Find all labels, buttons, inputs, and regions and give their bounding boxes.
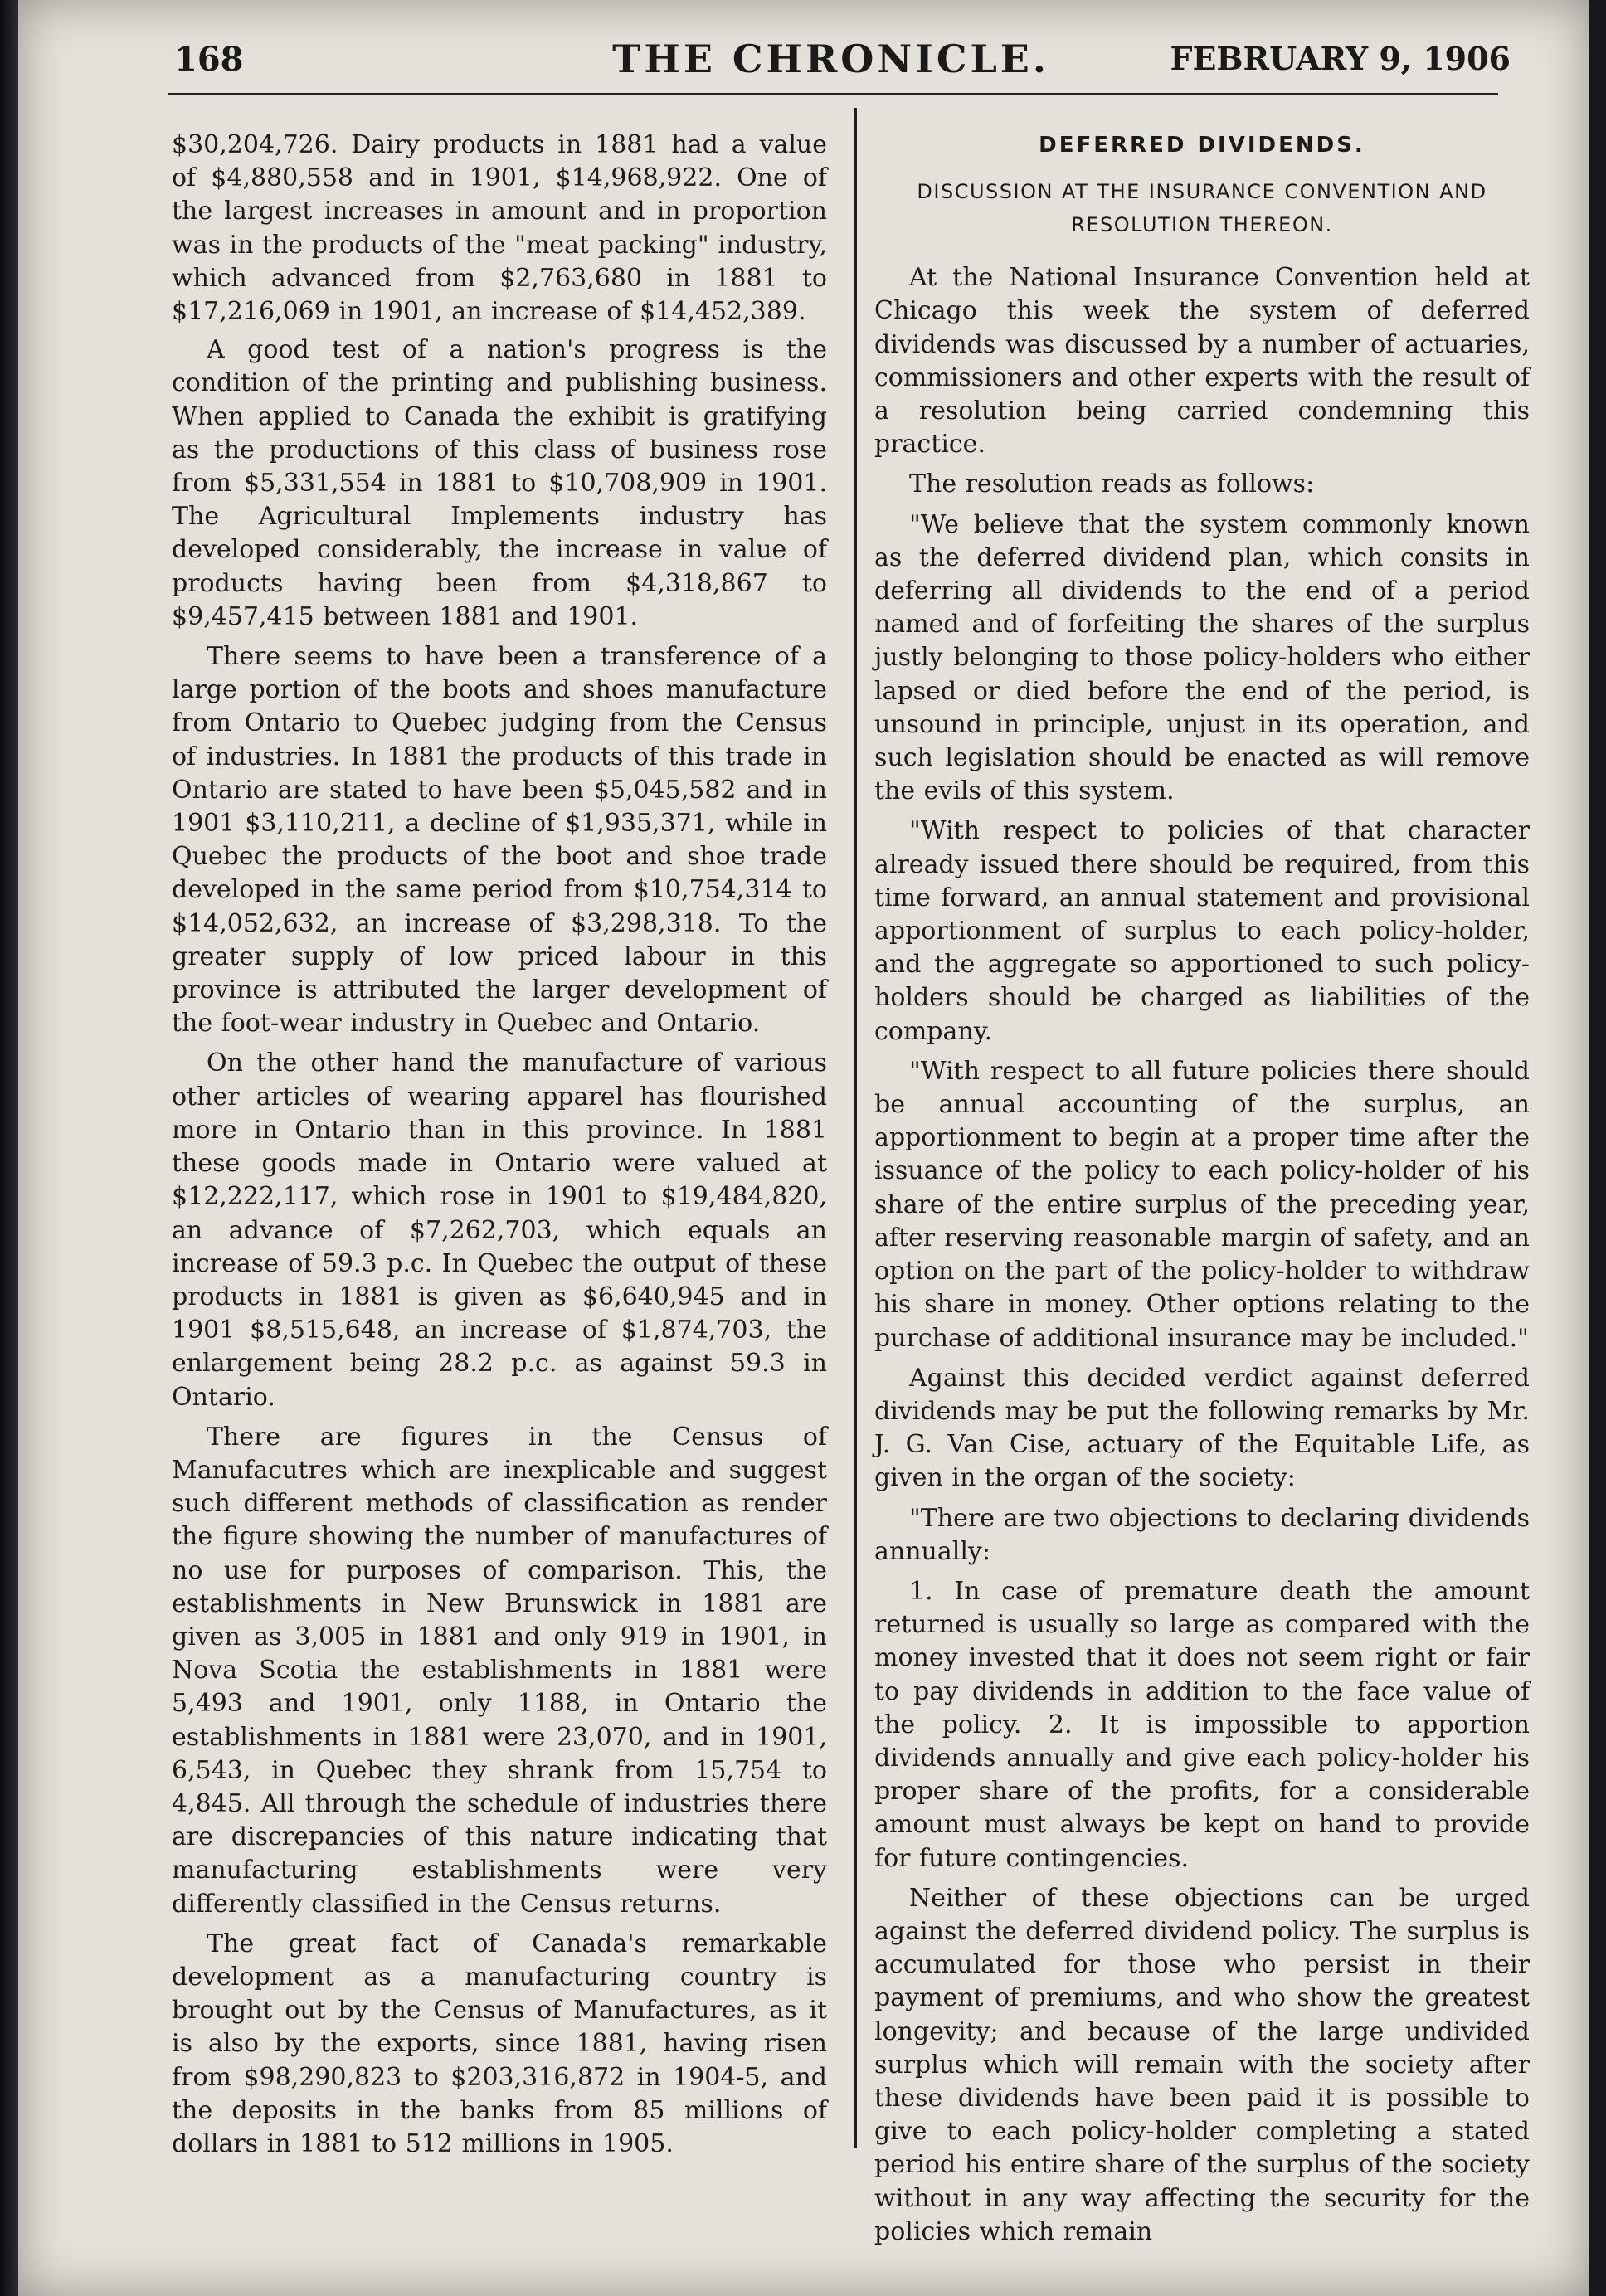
- issue-date: FEBRUARY 9, 1906: [1170, 40, 1511, 77]
- newspaper-page: [18, 0, 1589, 2296]
- scan-edge: [0, 0, 18, 2296]
- right-column: [874, 129, 1530, 2255]
- paragraph: $30,204,726. Dairy products in 1881 had a value of $4,880,558 and in 1901, $14,968,922. One of the largest increases in amount and in proportion was in the products of the "meat packing" industry, which advanced from $2,763,680 in 1881 to $17,216,069 in 1901, an increase of $14,452,389.: [172, 130, 827, 327]
- paragraph: A good test of a nation's progress is the condition of the printing and publishing business. When applied to Canada the exhibit is gratifying as the productions of this class of business rose from $5,331,554 in 1881 to $10,708,909 in 1901. The Agricultural Implements industry has developed considerably, the increase in value of products having been from $4,318,867 to $9,457,415 between 1881 and 1901.: [172, 335, 827, 631]
- page-number: 168: [174, 40, 244, 79]
- column-divider: [854, 108, 857, 2148]
- paragraph: There are figures in the Census of Manufacutres which are inexplicable and suggest such different methods of classification as render the figure showing the number of manufactures of no use for purposes of comparison. This, the establishments in New Brunswick in 1881 are given as 3,005 in 1881 and only 919 in 1901, in Nova Scotia the establishments in 1881 were 5,493 and 1901, only 1188, in Ontario the establishments in 1881 were 23,070, and in 1901, 6,543, in Quebec they shrank from 15,754 to 4,845. All through the schedule of industries there are discrepancies of this nature indicating that manufacturing establishments were very differently classified in the Census returns.: [172, 1422, 827, 1919]
- paragraph: "With respect to all future policies there should be annual accounting of the surplus, an apportionment to begin at a proper time after the issuance of the policy to each policy-holder of his share of the entire surplus of the preceding year, after reserving reasonable margin of safety, and an option on the part of the policy-holder to withdraw his share in money. Other options relating to the purchase of additional insurance may be included.": [874, 1056, 1530, 1353]
- paragraph: Neither of these objections can be urged against the deferred dividend policy. The surplus is accumulated for those who persist in their payment of premiums, and who show the greatest longevity; and because of the large undivided surplus which will remain with the society after these dividends have been paid it is possible to give to each policy-holder completing a stated period his entire share of the surplus of the society without in any way affecting the security for the policies which remain: [874, 1883, 1530, 2246]
- paragraph: There seems to have been a transference of a large portion of the boots and shoes manufacture from Ontario to Quebec judging from the Census of industries. In 1881 the products of this trade in Ontario are stated to have been $5,045,582 and in 1901 $3,110,211, a decline of $1,935,371, while in Quebec the products of the boot and shoe trade developed in the same period from $10,754,314 to $14,052,632, an increase of $3,298,318. To the greater supply of low priced labour in this province is attributed the larger development of the foot-wear industry in Quebec and Ontario.: [172, 642, 827, 1039]
- paragraph: Against this decided verdict against deferred dividends may be put the following remarks by Mr. J. G. Van Cise, actuary of the Equitable Life, as given in the organ of the society:: [874, 1363, 1530, 1493]
- paragraph: "We believe that the system commonly known as the deferred dividend plan, which consits in deferring all dividends to the end of a period named and of forfeiting the shares of the surplus justly belonging to those policy-holders who either lapsed or died before the end of the period, is unsound in principle, unjust in its operation, and such legislation should be enacted as will remove the evils of this system.: [874, 509, 1530, 806]
- paragraph: "With respect to policies of that character already issued there should be required, from this time forward, an annual statement and provisional apportionment of surplus to each policy-holder, and the aggregate so apportioned to such policy-holders should be charged as liabilities of the company.: [874, 816, 1530, 1046]
- page-header: [151, 33, 1511, 83]
- header-rule: [168, 93, 1498, 95]
- article-title: DEFERRED DIVIDENDS.: [1039, 133, 1365, 158]
- paragraph: At the National Insurance Convention held at Chicago this week the system of deferred dividends was discussed by a number of actuaries, commissioners and other experts with the result of a resolution being carried condemning this practice.: [874, 263, 1530, 460]
- article-subtitle: DISCUSSION AT THE INSURANCE CONVENTION AND RESOLUTION THEREON.: [917, 180, 1487, 237]
- paragraph: The resolution reads as follows:: [909, 469, 1315, 499]
- paragraph: On the other hand the manufacture of various other articles of wearing apparel has flourished more in Ontario than in this province. In 1881 these goods made in Ontario were valued at $12,222,117, which rose in 1901 to $19,484,820, an advance of $7,262,703, which equals an increase of 59.3 p.c. In Quebec the output of these products in 1881 is given as $6,640,945 and in 1901 $8,515,648, an increase of $1,874,703, the enlargement being 28.2 p.c. as against 59.3 in Ontario.: [172, 1048, 827, 1412]
- journal-title: THE CHRONICLE.: [612, 36, 1049, 81]
- paragraph: 1. In case of premature death the amount returned is usually so large as compared with the money invested that it does not seem right or fair to pay dividends in addition to the face value of the policy. 2. It is impossible to apportion dividends annually and give each policy-holder his proper share of the profits, for a considerable amount must always be kept on hand to provide for future contingencies.: [874, 1576, 1530, 1873]
- paragraph: "There are two objections to declaring dividends annually:: [874, 1503, 1530, 1566]
- paragraph: The great fact of Canada's remarkable development as a manufacturing country is brought out by the Census of Manufactures, as it is also by the exports, since 1881, having risen from $98,290,823 to $203,316,872 in 1904-5, and the deposits in the banks from 85 millions of dollars in 1881 to 512 millions in 1905.: [172, 1929, 827, 2158]
- left-column: [172, 129, 827, 2167]
